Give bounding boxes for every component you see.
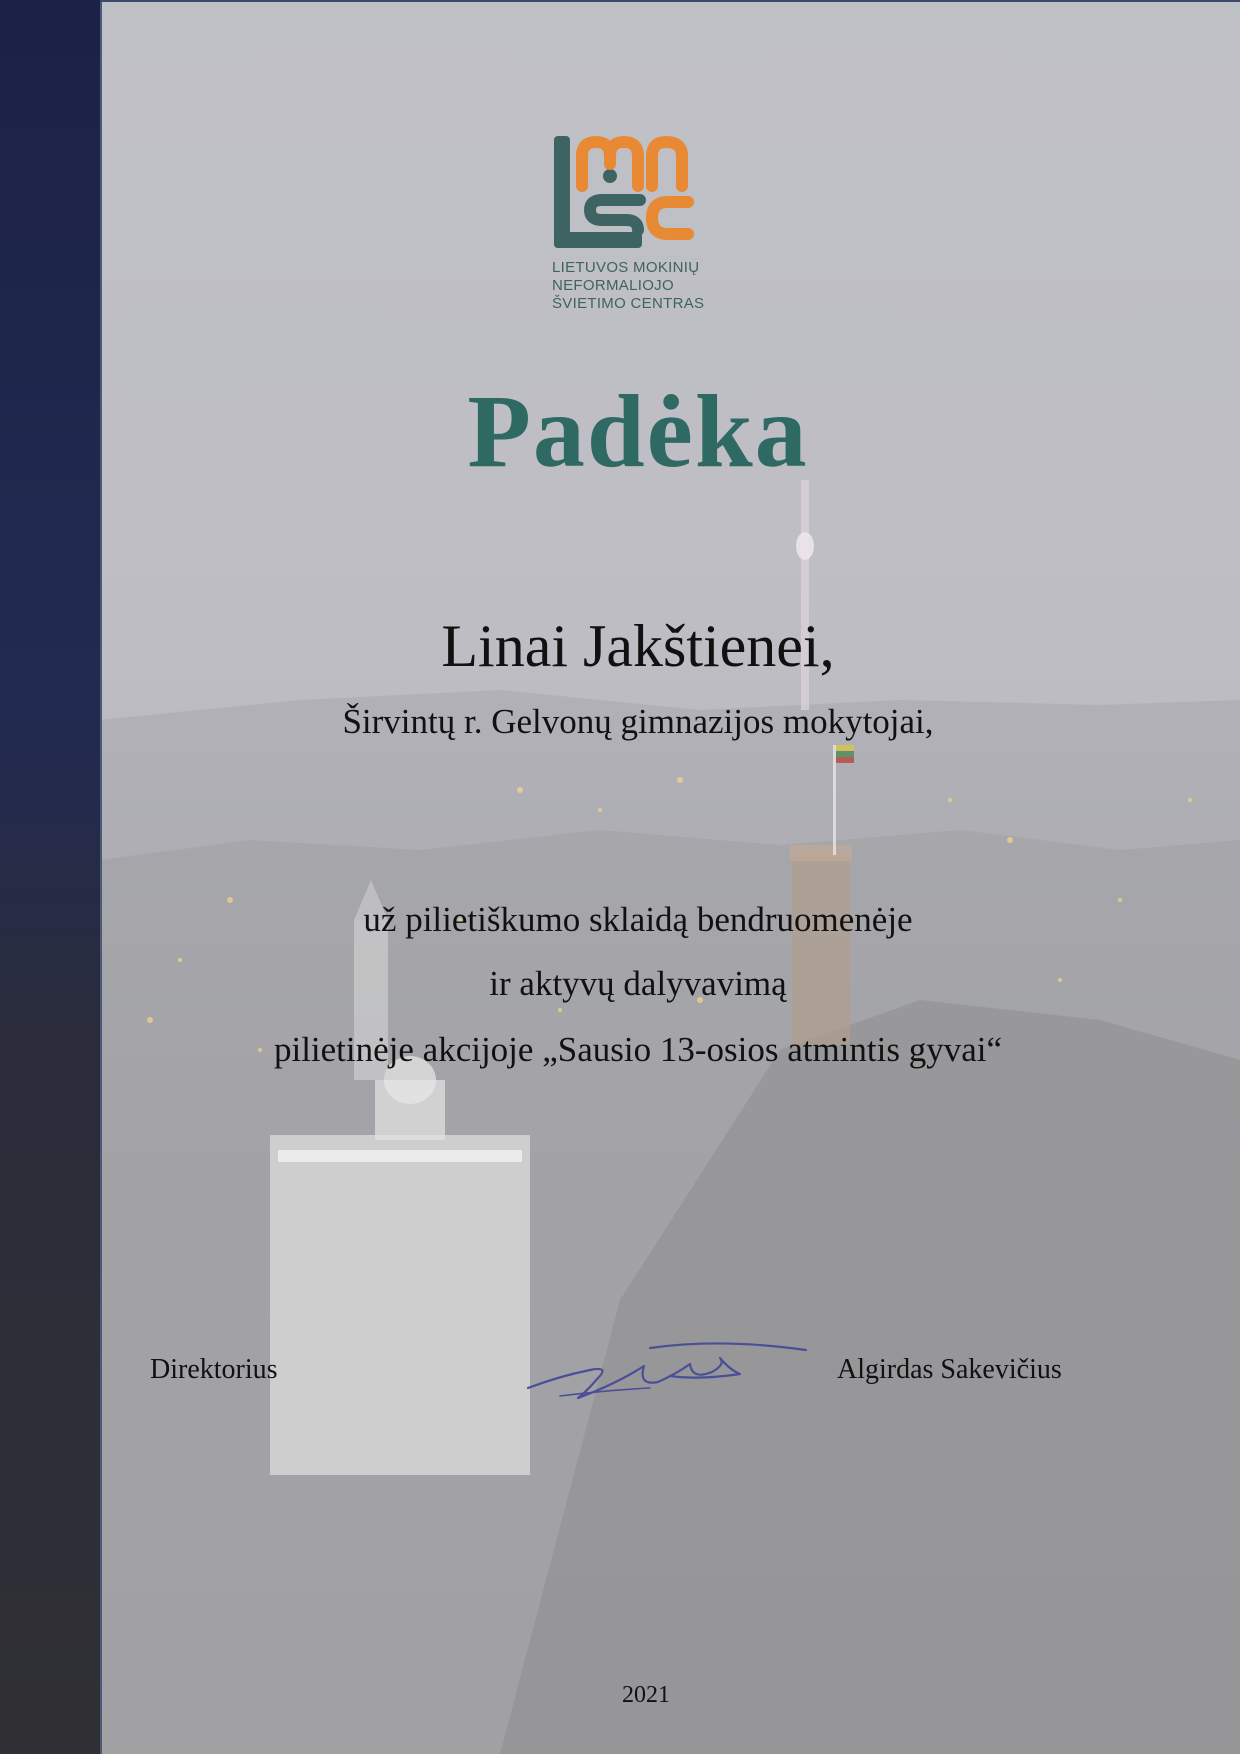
reason-line-1: už pilietiškumo sklaidą bendruomenėje <box>363 900 913 939</box>
left-stripe <box>0 0 100 1754</box>
stripe-edge <box>100 0 102 1754</box>
reason-line-3: pilietinėje akcijoje „Sausio 13-osios atmintis gyvai“ <box>273 1030 1003 1069</box>
handwritten-signature <box>520 1330 810 1410</box>
logo-text <box>552 259 712 313</box>
logo-line-2: NEFORMALIOJO <box>552 277 674 294</box>
reason-line-2: ir aktyvų dalyvavimą <box>489 964 787 1003</box>
top-border <box>100 0 1240 2</box>
signatory-role: Direktorius <box>150 1354 278 1385</box>
recipient-name: Linai Jakštienei, <box>441 613 835 679</box>
signatory-name: Algirdas Sakevičius <box>837 1354 1062 1385</box>
logo-line-3: ŠVIETIMO CENTRAS <box>552 295 705 312</box>
certificate-year: 2021 <box>622 1682 670 1708</box>
logo-line-1: LIETUVOS MOKINIŲ <box>552 259 700 276</box>
certificate-title: Padėka <box>467 374 809 489</box>
recipient-position: Širvintų r. Gelvonų gimnazijos mokytojai, <box>342 702 934 741</box>
